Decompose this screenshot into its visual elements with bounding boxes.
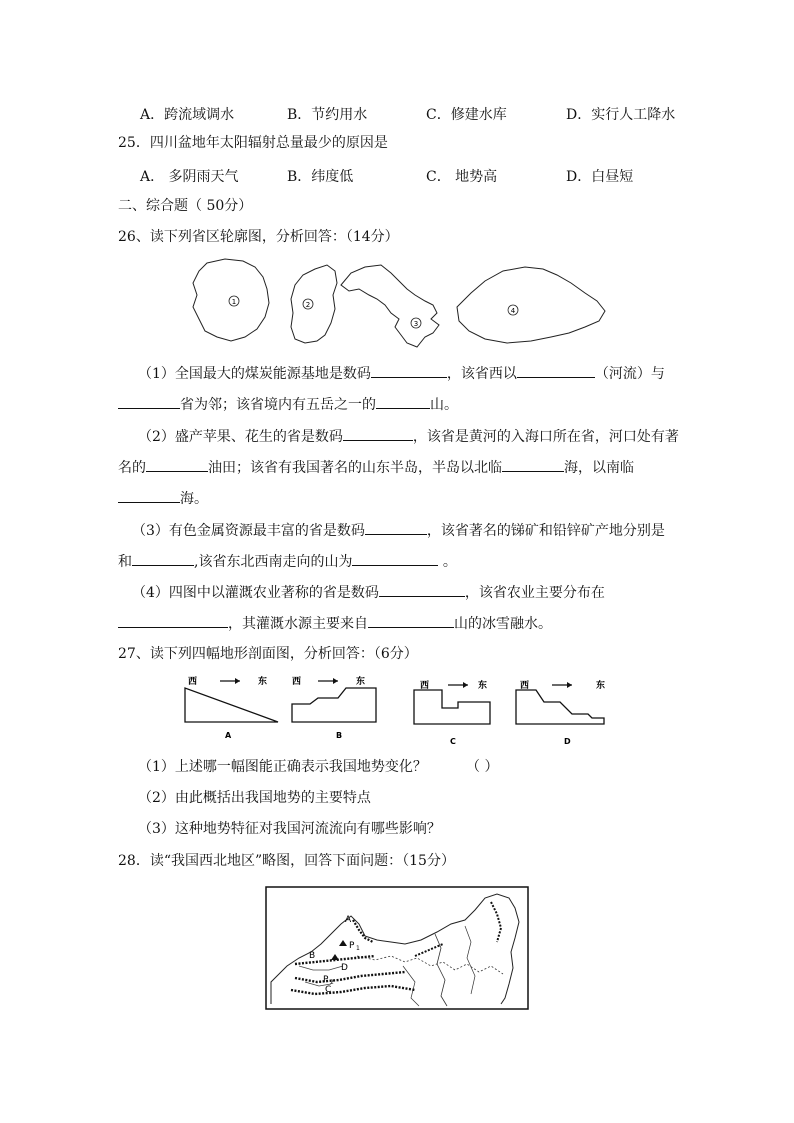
- province-outline-4: [457, 267, 605, 343]
- q25-option-b: B．纬度低: [287, 169, 354, 185]
- map-label-c: C: [325, 985, 332, 995]
- blank[interactable]: [118, 394, 180, 409]
- profile-west-label: 西: [420, 681, 430, 691]
- blank[interactable]: [118, 613, 228, 628]
- profile-west-label: 西: [520, 681, 530, 691]
- q28-stem: 28．读“我国西北地区”略图，回答下面问题：（15分）: [118, 853, 455, 869]
- q26-sub4-line2: ，其灌溉水源主要来自 山的冰雪融水。: [118, 613, 552, 634]
- profile-c-shape: [414, 690, 490, 724]
- blank[interactable]: [132, 551, 194, 566]
- q27-sub1: （1）上述哪一幅图能正确表示我国地势变化？: [138, 759, 427, 775]
- profile-b-label: B: [336, 731, 343, 740]
- profile-east-label: 东: [596, 681, 606, 691]
- blank[interactable]: [343, 426, 413, 441]
- blank[interactable]: [517, 363, 595, 378]
- q27-sub3: （3）这种地势特征对我国河流流向有哪些影响？: [138, 821, 441, 837]
- map-label-b: B: [309, 951, 316, 961]
- q26-sub3-line2: 和 ,该省东北西南走向的山为 。: [118, 551, 457, 572]
- province-label-4: 4: [510, 307, 516, 315]
- blank[interactable]: [365, 520, 427, 535]
- blank[interactable]: [371, 363, 447, 378]
- q25-option-c: C． 地势高: [426, 169, 498, 185]
- profile-west-label: 西: [292, 677, 302, 687]
- q26-stem: 26、读下列省区轮廓图，分析回答：（14分）: [118, 229, 399, 245]
- q26-sub2-line3: 海。: [118, 488, 208, 509]
- northwest-china-map: [265, 886, 529, 1010]
- blank[interactable]: [376, 394, 430, 409]
- profile-east-label: 东: [478, 681, 488, 691]
- q24-option-a: A．跨流域调水: [140, 107, 235, 123]
- profile-west-label: 西: [188, 677, 198, 687]
- map-label-p2-sub: 2: [330, 979, 334, 986]
- q26-sub2-line2: 名的 油田；该省有我国著名的山东半岛，半岛以北临 海，以南临: [118, 457, 634, 478]
- profile-a-label: A: [225, 731, 232, 740]
- profile-d-shape: [516, 690, 604, 724]
- profile-east-label: 东: [258, 677, 268, 687]
- terrain-profiles-figure: [180, 672, 610, 752]
- blank[interactable]: [368, 613, 454, 628]
- q25-option-d: D．白昼短: [566, 169, 634, 185]
- province-label-2: 2: [305, 301, 311, 309]
- profile-a-shape: [185, 688, 278, 722]
- q24-option-c: C．修建水库: [426, 107, 507, 123]
- profile-d-label: D: [564, 737, 571, 746]
- map-label-p2: P: [323, 975, 329, 985]
- q26-sub4-line1: （4）四图中以灌溉农业著称的省是数码 ，该省农业主要分布在: [132, 582, 605, 603]
- q27-sub2: （2）由此概括出我国地势的主要特点: [138, 790, 371, 806]
- q26-sub3-line1: （3）有色金属资源最丰富的省是数码 ，该省著名的锑矿和铅锌矿产地分别是: [132, 520, 665, 541]
- q24-option-b: B．节约用水: [287, 107, 368, 123]
- map-label-p1-sub: 1: [356, 945, 360, 952]
- map-label-a: A: [345, 915, 352, 925]
- q24-option-d: D．实行人工降水: [566, 107, 676, 123]
- profile-east-label: 东: [356, 677, 366, 687]
- province-outline-3: [341, 265, 439, 347]
- q26-sub1-line1: （1）全国最大的煤炭能源基地是数码 ，该省西以 （河流）与: [138, 363, 665, 384]
- blank[interactable]: [118, 488, 180, 503]
- section-heading: 二、综合题（ 50分）: [118, 198, 253, 214]
- profile-b-shape: [292, 688, 376, 722]
- blank[interactable]: [146, 457, 208, 472]
- blank[interactable]: [379, 582, 465, 597]
- q25-stem: 25．四川盆地年太阳辐射总量最少的原因是: [118, 135, 388, 151]
- province-outline-2: [291, 265, 337, 343]
- q27-answer-parentheses[interactable]: （ ）: [466, 759, 499, 775]
- q26-sub2-line1: （2）盛产苹果、花生的省是数码 ，该省是黄河的入海口所在省，河口处有著: [138, 426, 679, 447]
- profile-c-label: C: [450, 737, 456, 746]
- map-label-p1: P: [349, 941, 355, 951]
- province-label-3: 3: [413, 320, 419, 328]
- q26-sub1-line2: 省为邻；该省境内有五岳之一的 山。: [118, 394, 458, 415]
- blank[interactable]: [502, 457, 564, 472]
- q27-stem: 27、读下列四幅地形剖面图，分析回答：（6分）: [118, 646, 418, 662]
- province-outlines-figure: [185, 255, 610, 355]
- map-label-d: D: [341, 963, 348, 973]
- province-label-1: 1: [231, 298, 237, 306]
- q25-option-a: A． 多阴雨天气: [140, 169, 239, 185]
- blank[interactable]: [352, 551, 438, 566]
